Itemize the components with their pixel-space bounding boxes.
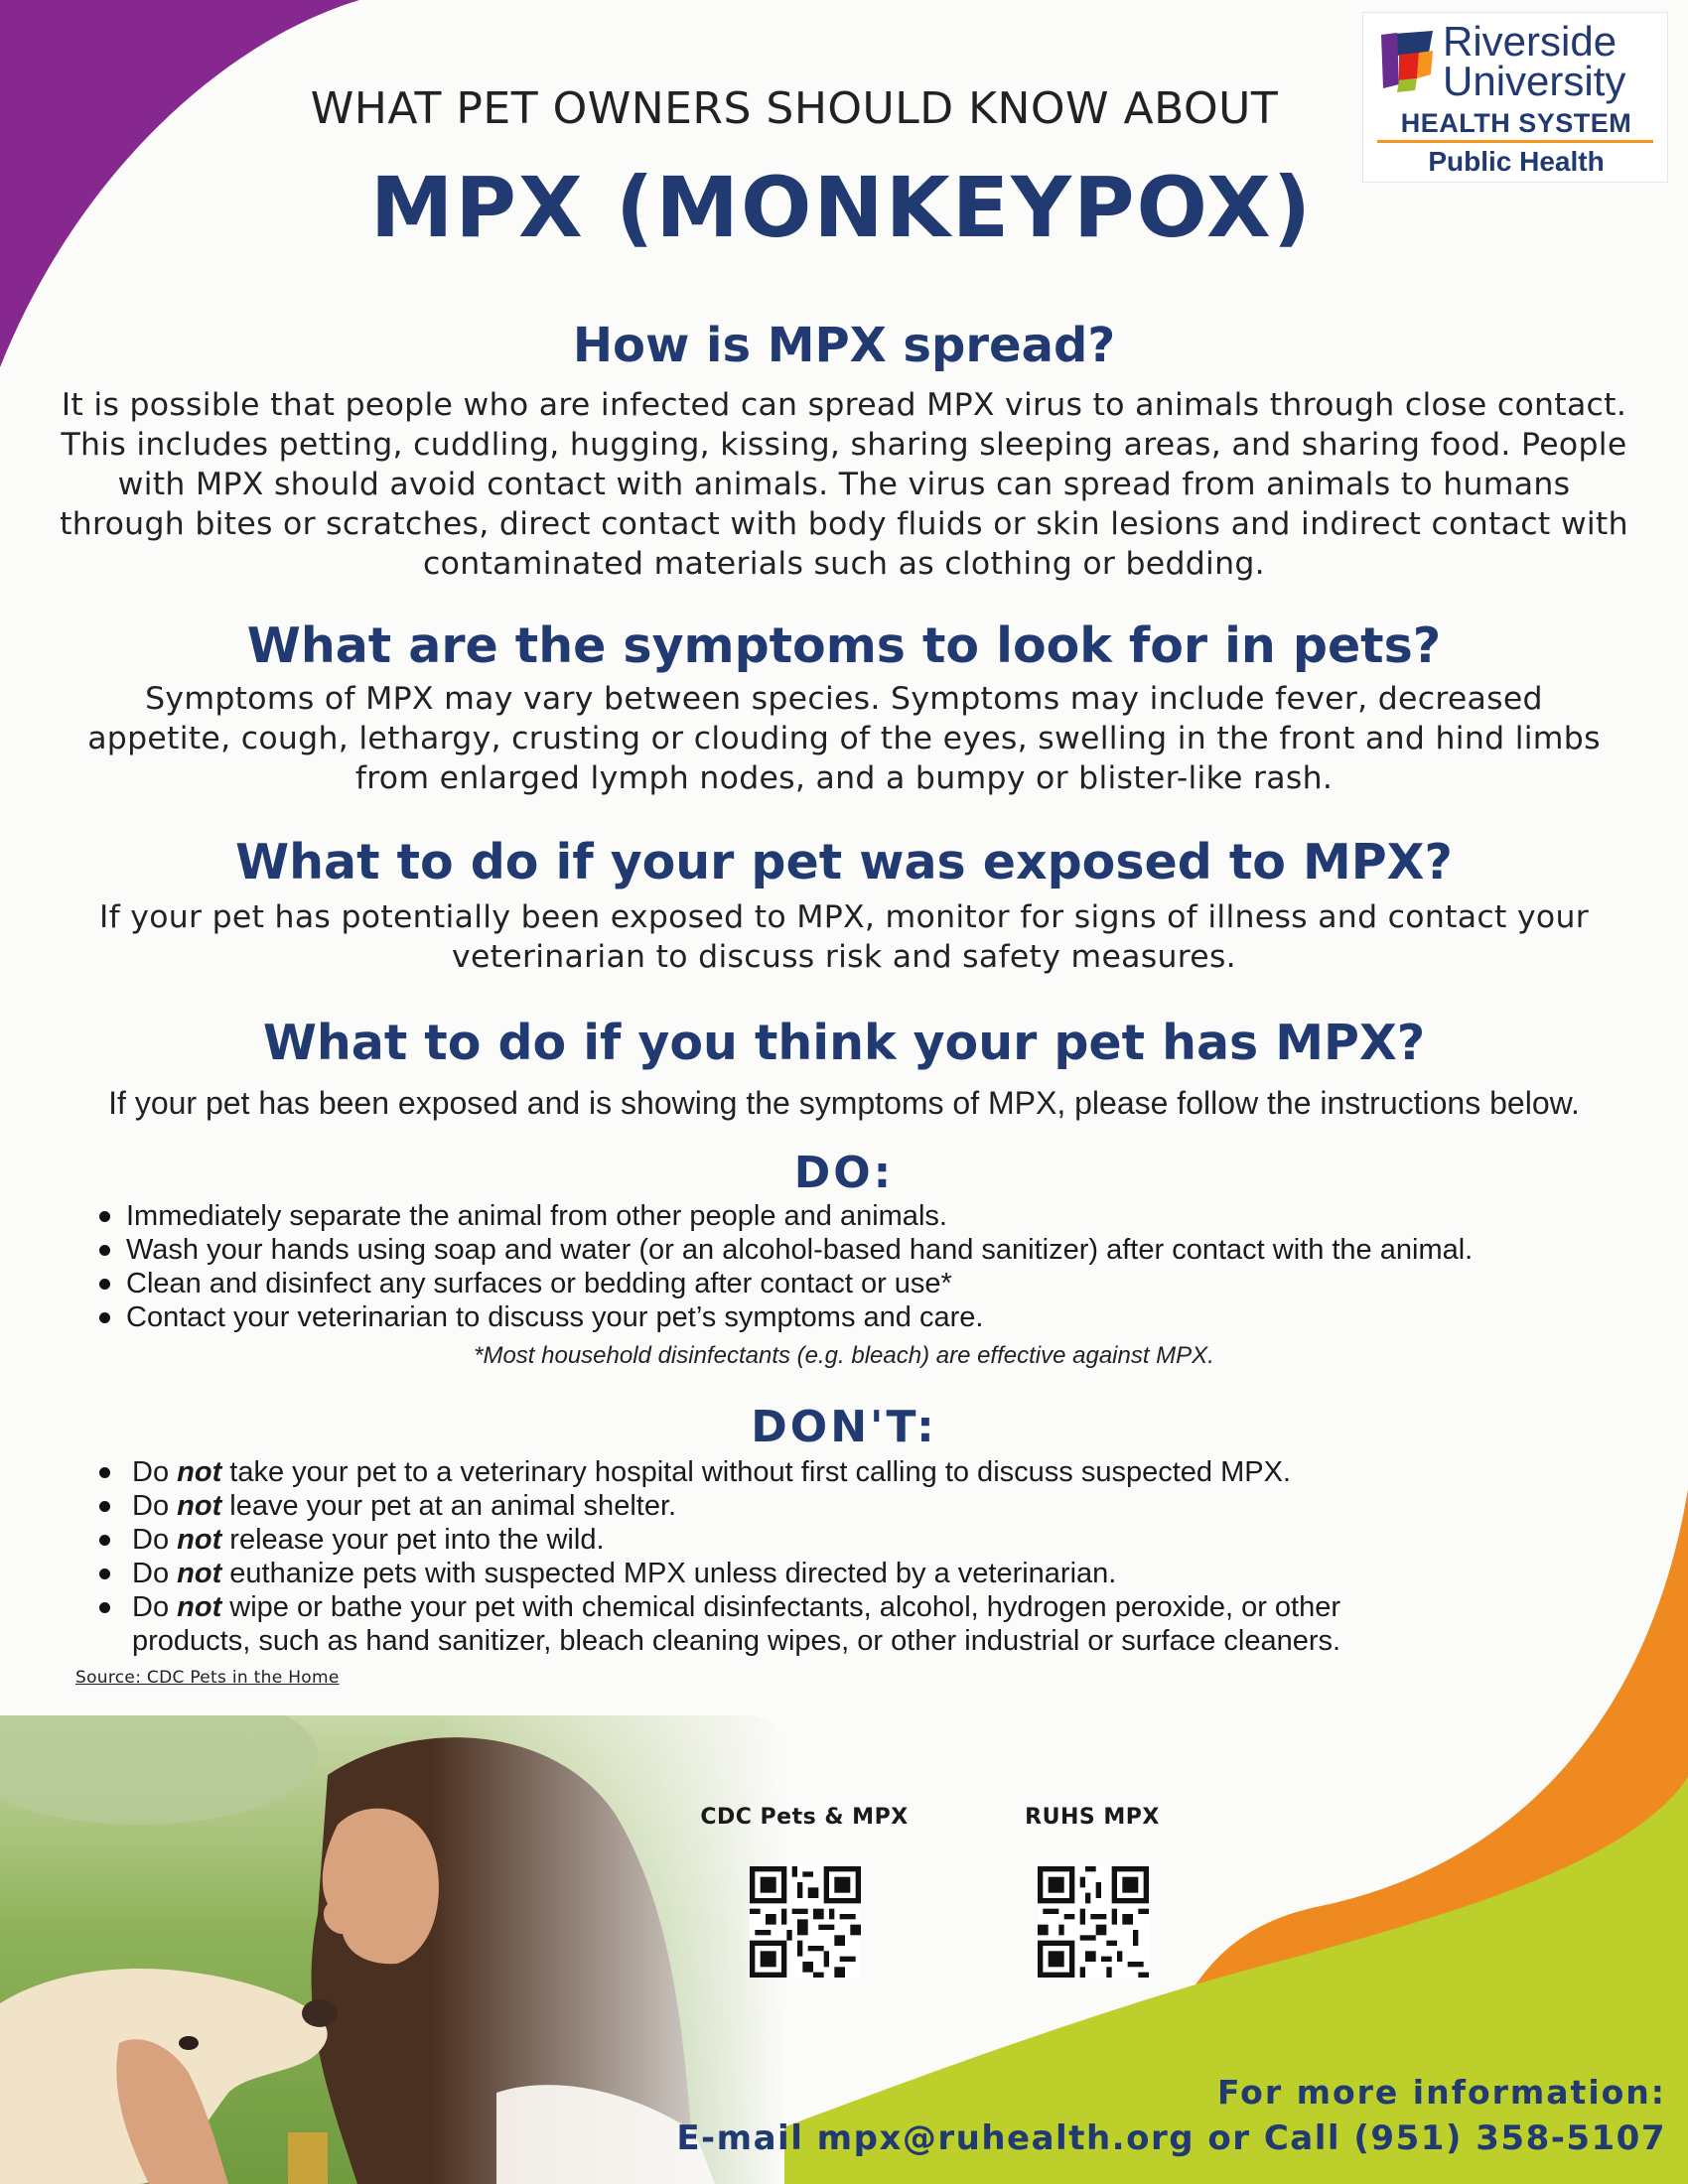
list-item [99, 1523, 1609, 1557]
dont-emphasis: not [177, 1490, 222, 1522]
list-item [99, 1455, 1609, 1489]
logo-text-university: University [1443, 58, 1626, 104]
spread-line: contaminated materials such as clothing or bedding. [423, 546, 1265, 582]
bullet-icon [99, 1501, 110, 1512]
page-title: MPX (MONKEYPOX) [369, 159, 1314, 256]
spread-line: with MPX should avoid contact with animals. The virus can spread from animals to humans [117, 467, 1571, 502]
dont-list [99, 1455, 1609, 1658]
dont-prefix: Do [132, 1456, 170, 1488]
bullet-icon [99, 1245, 110, 1256]
symptoms-line: Symptoms of MPX may vary between species. Symptoms may include fever, decreased [145, 681, 1543, 717]
dont-prefix: Do [132, 1591, 170, 1623]
symptoms-paragraph [20, 679, 1668, 798]
ruhs-qr-code[interactable] [1038, 1866, 1149, 1978]
dont-item-text: release your pet into the wild. [221, 1524, 605, 1556]
symptoms-heading: What are the symptoms to look for in pets? [246, 617, 1442, 674]
dont-heading: DON'T: [751, 1402, 937, 1452]
list-item [99, 1557, 1609, 1590]
exposed-line: If your pet has potentially been exposed to MPX, monitor for signs of illness and contact your [98, 899, 1589, 935]
do-list [99, 1199, 1648, 1334]
think-intro: If your pet has been exposed and is showing the symptoms of MPX, please follow the instructions below. [108, 1085, 1580, 1121]
do-footnote: *Most household disinfectants (e.g. bleach) are effective against MPX. [474, 1342, 1214, 1369]
cdc-qr-code[interactable] [750, 1866, 861, 1978]
exposed-paragraph [20, 897, 1668, 977]
logo-divider [1377, 140, 1653, 143]
spread-line: through bites or scratches, direct contact with body fluids or skin lesions and indirect contact with [60, 506, 1628, 542]
list-item [99, 1489, 1609, 1523]
list-item [99, 1233, 1648, 1267]
bullet-icon [99, 1602, 110, 1613]
dont-emphasis: not [177, 1524, 222, 1556]
think-heading: What to do if you think your pet has MPX? [262, 1015, 1426, 1071]
logo-text-health-system: HEALTH SYSTEM [1400, 108, 1632, 138]
spread-paragraph [20, 385, 1668, 584]
symptoms-line: from enlarged lymph nodes, and a bumpy or blister-like rash. [354, 760, 1334, 796]
list-item [99, 1590, 1609, 1658]
dont-item-text: wipe or bathe your pet with chemical disinfectants, alcohol, hydrogen peroxide, or other [221, 1591, 1341, 1623]
dont-emphasis: not [177, 1456, 222, 1488]
ruhs-logo [1362, 12, 1668, 183]
photo-illustration [0, 1715, 784, 2184]
bullet-icon [99, 1279, 110, 1290]
footer-more-info: For more information: [1216, 2073, 1666, 2112]
exposed-heading: What to do if your pet was exposed to MPX? [235, 834, 1453, 890]
dont-item-continuation: products, such as hand sanitizer, bleach cleaning wipes, or other industrial or surface cleaners. [132, 1625, 1341, 1657]
exposed-line: veterinarian to discuss risk and safety measures. [452, 939, 1236, 975]
dont-item-text: leave your pet at an animal shelter. [221, 1490, 677, 1522]
dont-emphasis: not [177, 1591, 222, 1623]
woman-with-dog-photo [0, 1715, 784, 2184]
ruhs-qr-label: RUHS MPX [1025, 1805, 1160, 1830]
do-item-text: Clean and disinfect any surfaces or bedding after contact or use* [126, 1268, 952, 1299]
bullet-icon [99, 1312, 110, 1323]
dont-prefix: Do [132, 1524, 170, 1556]
logo-text-riverside: Riverside [1443, 18, 1618, 65]
do-item-text: Contact your veterinarian to discuss your pet’s symptoms and care. [126, 1301, 984, 1333]
dont-prefix: Do [132, 1490, 170, 1522]
do-item-text: Immediately separate the animal from other people and animals. [126, 1200, 947, 1232]
cdc-qr-label: CDC Pets & MPX [700, 1805, 909, 1830]
list-item [99, 1267, 1648, 1300]
do-item-text: Wash your hands using soap and water (or an alcohol-based hand sanitizer) after contact with the animal. [126, 1234, 1474, 1266]
page-kicker: WHAT PET OWNERS SHOULD KNOW ABOUT [310, 83, 1279, 134]
ruhs-logo-mark-icon [1377, 29, 1437, 92]
dont-prefix: Do [132, 1558, 170, 1589]
do-heading: DO: [793, 1148, 895, 1198]
list-item [99, 1199, 1648, 1233]
dont-emphasis: not [177, 1558, 222, 1589]
logo-text-public-health: Public Health [1428, 146, 1605, 177]
dont-item-text: euthanize pets with suspected MPX unless directed by a veterinarian. [221, 1558, 1117, 1589]
bullet-icon [99, 1211, 110, 1222]
bullet-icon [99, 1467, 110, 1478]
bullet-icon [99, 1569, 110, 1579]
spread-heading: How is MPX spread? [572, 318, 1116, 373]
source-link[interactable]: Source: CDC Pets in the Home [75, 1668, 340, 1688]
bullet-icon [99, 1535, 110, 1546]
spread-line: It is possible that people who are infected can spread MPX virus to animals through close contact. [61, 387, 1627, 423]
spread-line: This includes petting, cuddling, hugging, kissing, sharing sleeping areas, and sharing food. People [61, 427, 1627, 463]
dont-item-text: take your pet to a veterinary hospital without first calling to discuss suspected MPX. [221, 1456, 1291, 1488]
list-item [99, 1300, 1648, 1334]
footer-contact[interactable]: E-mail mpx@ruhealth.org or Call (951) 358-5107 [676, 2118, 1666, 2158]
symptoms-line: appetite, cough, lethargy, crusting or clouding of the eyes, swelling in the front and hind limbs [87, 721, 1601, 756]
